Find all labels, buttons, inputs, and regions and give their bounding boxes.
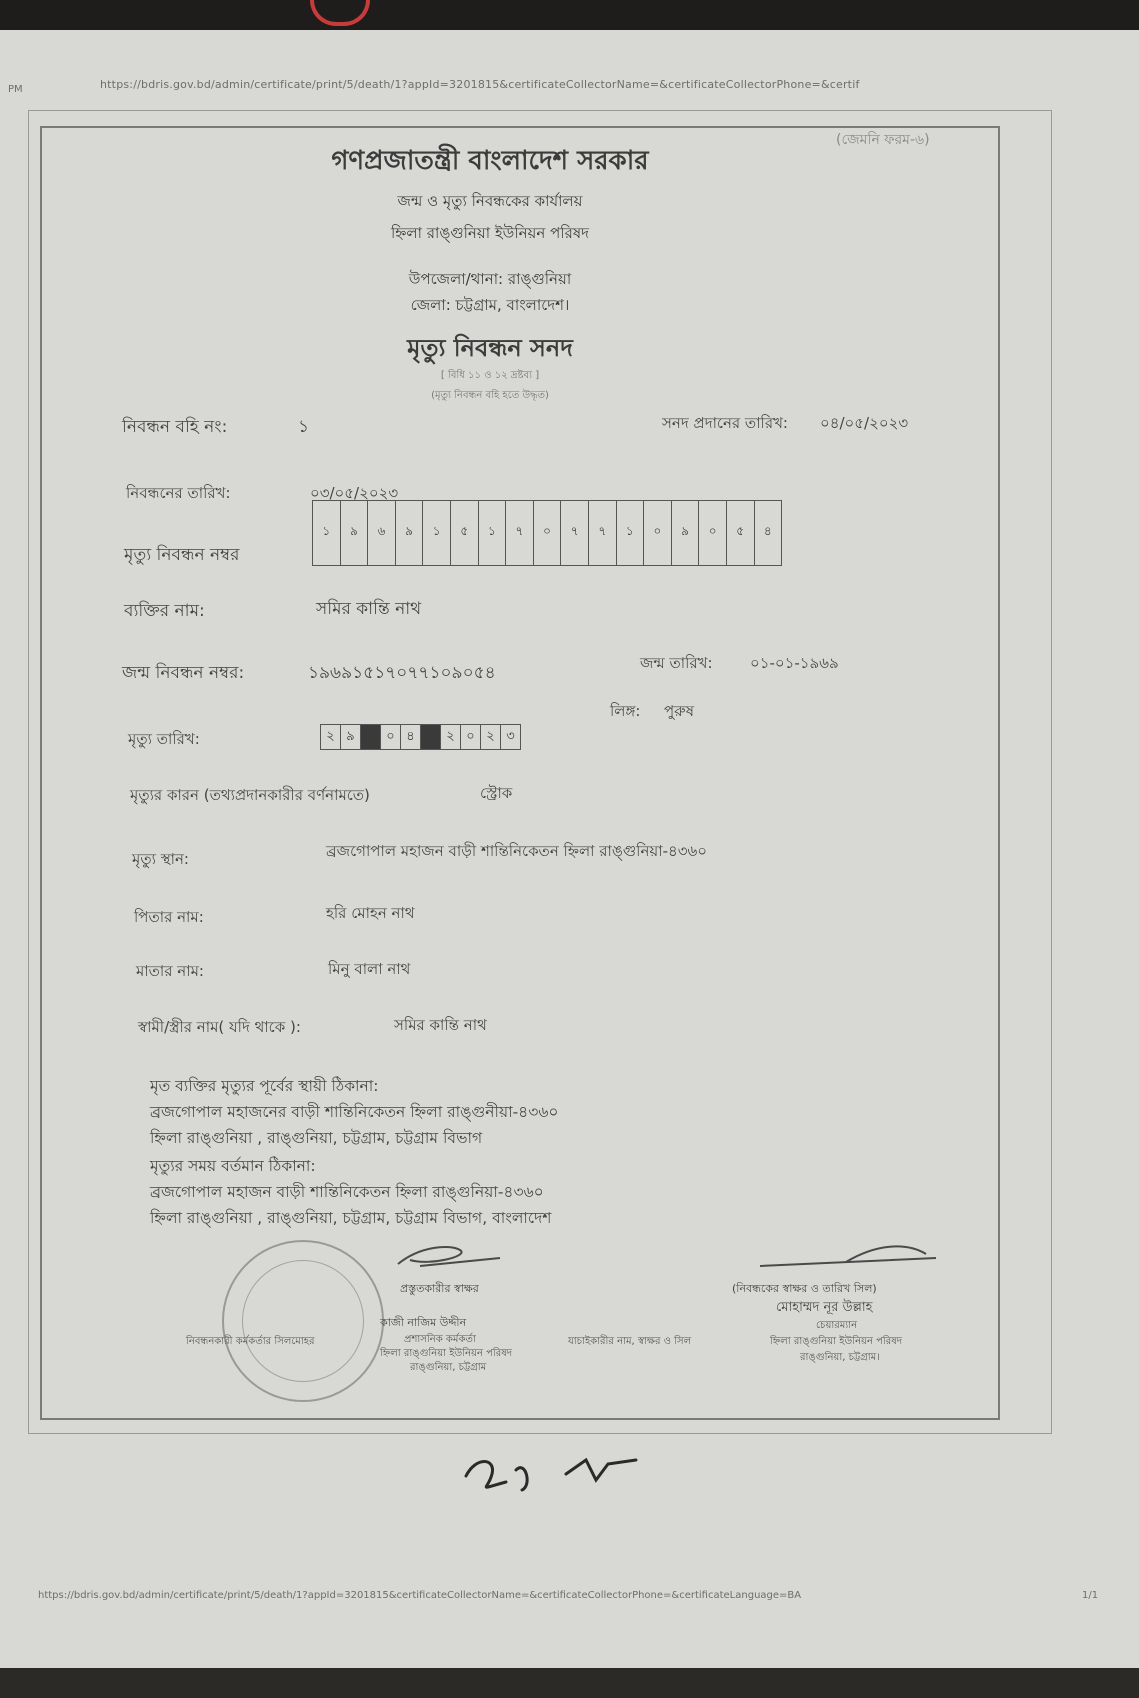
government-title: গণপ্রজাতন্ত্রী বাংলাদেশ সরকার	[331, 146, 649, 176]
print-time: PM	[8, 84, 23, 95]
office-name: জন্ম ও মৃত্যু নিবন্ধকের কার্যালয়	[397, 192, 583, 210]
dark-top-strip	[0, 0, 1139, 34]
dod-boxes	[320, 724, 521, 750]
dod-separator	[361, 725, 381, 749]
current-address-line2: হ্নিলা রাঙ্গুনিয়া , রাঙ্গুনিয়া, চট্টগ্রাম, চট্টগ্রাম বিভাগ, বাংলাদেশ	[150, 1209, 552, 1227]
reg-date-value: ০৩/০৫/২০২৩	[310, 484, 399, 502]
registrar-place: রাঙ্গুনিয়া, চট্টগ্রাম।	[800, 1352, 880, 1363]
registrar-title: চেয়ারম্যান	[816, 1320, 858, 1331]
print-header-url: https://bdris.gov.bd/admin/certificate/print/5/death/1?appId=3201815&certificateCollectorName=&certificateCollectorPhone=&certif	[100, 78, 860, 91]
reg-date-label: নিবন্ধনের তারিখ:	[126, 484, 231, 502]
preparer-signature	[390, 1236, 510, 1276]
dod-day-digit: ২	[321, 725, 341, 749]
seal-label: নিবন্ধনকারী কর্মকর্তার সিলমোহর	[186, 1336, 315, 1347]
dod-separator	[421, 725, 441, 749]
permanent-address-line2: হ্নিলা রাঙ্গুনিয়া , রাঙ্গুনিয়া, চট্টগ্রাম, চট্টগ্রাম বিভাগ	[150, 1129, 483, 1147]
reg-no-digit: ৭	[506, 501, 534, 565]
dob-value: ০১-০১-১৯৬৯	[750, 654, 839, 672]
registrar-signature	[756, 1236, 946, 1276]
certificate-title: মৃত্যু নিবন্ধন সনদ	[407, 334, 573, 362]
reg-no-digit: ০	[534, 501, 562, 565]
red-mark	[310, 0, 370, 26]
book-value: ১	[298, 417, 310, 437]
mother-value: মিনু বালা নাথ	[328, 960, 411, 978]
reg-no-digit: ১	[617, 501, 645, 565]
issue-date-label: সনদ প্রদানের তারিখ:	[662, 414, 788, 432]
form-code: (জেমনি ফরম-৬)	[836, 132, 930, 148]
dod-year-digit: ২	[441, 725, 461, 749]
name-value: সমির কান্তি নাথ	[316, 599, 422, 619]
registrar-office: হ্নিলা রাঙ্গুনিয়া ইউনিয়ন পরিষদ	[770, 1336, 903, 1347]
cause-label: মৃত্যুর কারন (তথ্যপ্রদানকারীর বর্ণনামতে)	[130, 786, 370, 804]
issue-date-value: ০৪/০৫/২০২৩	[820, 414, 909, 432]
spouse-label: স্বামী/স্ত্রীর নাম( যদি থাকে ):	[138, 1018, 301, 1036]
reg-no-digit: ৫	[451, 501, 479, 565]
secretary-name: কাজী নাজিম উদ্দীন	[380, 1316, 467, 1329]
reg-no-digit: ৫	[727, 501, 755, 565]
father-label: পিতার নাম:	[134, 908, 204, 926]
dod-year-digit: ২	[481, 725, 501, 749]
reg-no-digit: ৯	[672, 501, 700, 565]
upazila: উপজেলা/থানা: রাঙ্গুনিয়া	[408, 270, 572, 288]
sex-label: লিঙ্গ:	[610, 702, 641, 720]
book-label: নিবন্ধন বহি নং:	[122, 417, 228, 437]
dod-year-digit: ৩	[506, 728, 515, 744]
preparer-label: প্রস্তুতকারীর স্বাক্ষর	[400, 1282, 479, 1295]
reg-no-digit: ১	[423, 501, 451, 565]
spouse-value: সমির কান্তি নাথ	[394, 1016, 487, 1034]
reg-no-digit: ৪	[763, 524, 772, 538]
issuer-label: যাচাইকারীর নাম, স্বাক্ষর ও সিল	[568, 1336, 692, 1347]
father-value: হরি মোহন নাথ	[326, 904, 415, 922]
reg-no-digit: ০	[644, 501, 672, 565]
cause-value: স্ট্রোক	[480, 784, 513, 802]
handwritten-signature	[456, 1446, 656, 1506]
print-footer-url: https://bdris.gov.bd/admin/certificate/print/5/death/1?appId=3201815&certificateCollectorName=&certificateCollectorPhone=&certificateLanguage=BA	[38, 1590, 802, 1601]
current-address-line1: ব্রজগোপাল মহাজন বাড়ী শান্তিনিকেতন হ্নিলা রাঙ্গুনিয়া-৪৩৬০	[150, 1183, 544, 1201]
place-value: ব্রজগোপাল মহাজন বাড়ী শান্তিনিকেতন হ্নিলা রাঙ্গুনিয়া-৪৩৬০	[326, 842, 708, 860]
reg-no-digit: ১	[479, 501, 507, 565]
dod-month-digit: ৪	[401, 725, 421, 749]
dob-label: জন্ম তারিখ:	[640, 654, 713, 672]
dod-day-digit: ৯	[341, 725, 361, 749]
current-address-label: মৃত্যুর সময় বর্তমান ঠিকানা:	[150, 1157, 316, 1175]
reg-no-digit: ৭	[561, 501, 589, 565]
dod-month-digit: ০	[381, 725, 401, 749]
seal-inner-ring	[242, 1260, 364, 1382]
dod-year-digit: ০	[461, 725, 481, 749]
secretary-office: হ্নিলা রাঙ্গুনিয়া ইউনিয়ন পরিষদ	[380, 1348, 513, 1359]
secretary-title: প্রশাসনিক কর্মকর্তা	[404, 1334, 476, 1345]
union-name: হ্নিলা রাঙ্গুনিয়া ইউনিয়ন পরিষদ	[390, 224, 589, 242]
registrar-name: মোহাম্মদ নূর উল্লাহ	[776, 1300, 873, 1315]
birth-reg-value: ১৯৬৯১৫১৭০৭৭১০৯০৫৪	[308, 663, 496, 683]
source-note: (মৃত্যু নিবন্ধন বহি হতে উদ্ধৃত)	[431, 390, 549, 401]
office-seal	[222, 1240, 384, 1402]
print-page-count: 1/1	[1082, 1590, 1099, 1601]
place-label: মৃত্যু স্থান:	[132, 850, 189, 868]
reg-no-digit: ০	[699, 501, 727, 565]
reg-no-digit: ৯	[396, 501, 424, 565]
reg-no-digit: ১	[313, 501, 341, 565]
reg-no-digit: ৯	[341, 501, 369, 565]
registrar-label: (নিবন্ধকের স্বাক্ষর ও তারিখ সিল)	[732, 1282, 877, 1295]
sex-value: পুরুষ	[664, 702, 694, 720]
dod-label: মৃত্যু তারিখ:	[128, 730, 200, 748]
permanent-address-line1: ব্রজগোপাল মহাজনের বাড়ী শান্তিনিকেতন হ্নিলা রাঙ্গুনীয়া-৪৩৬০	[150, 1103, 559, 1121]
birth-reg-label: জন্ম নিবন্ধন নম্বর:	[122, 663, 245, 683]
reg-no-label: মৃত্যু নিবন্ধন নম্বর	[124, 545, 240, 565]
secretary-place: রাঙ্গুনিয়া, চট্টগ্রাম	[410, 1362, 487, 1373]
name-label: ব্যক্তির নাম:	[124, 601, 205, 621]
reg-no-boxes	[312, 500, 782, 566]
mother-label: মাতার নাম:	[136, 962, 204, 980]
rule-reference: [ বিধি ১১ ও ১২ দ্রষ্টব্য ]	[440, 370, 540, 381]
reg-no-digit: ৭	[589, 501, 617, 565]
permanent-address-label: মৃত ব্যক্তির মৃত্যুর পূর্বের স্থায়ী ঠিকানা:	[150, 1077, 379, 1095]
district: জেলা: চট্টগ্রাম, বাংলাদেশ।	[410, 296, 570, 314]
reg-no-digit: ৬	[368, 501, 396, 565]
